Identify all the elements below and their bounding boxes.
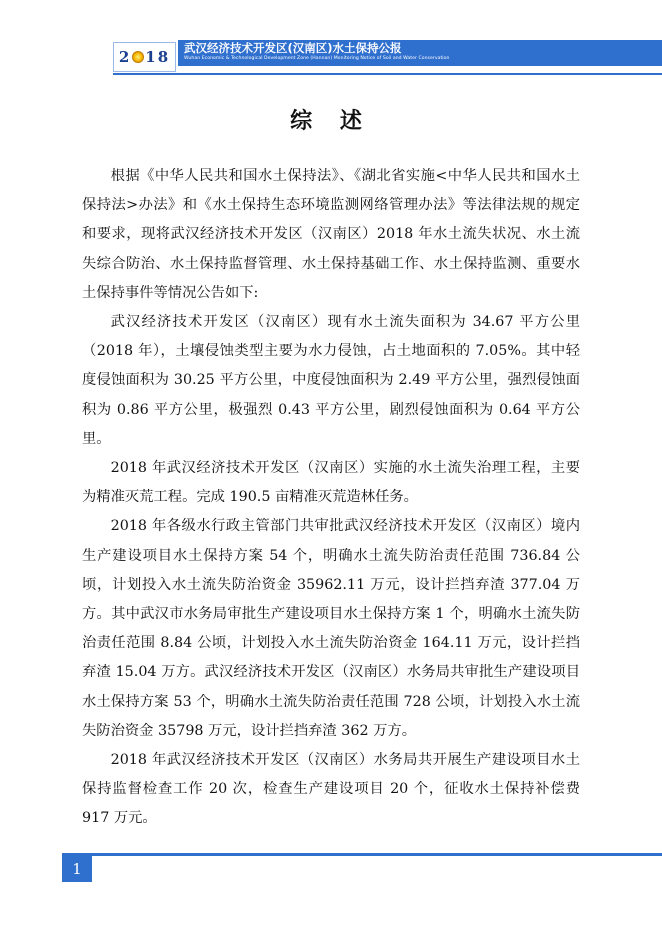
paragraph: 武汉经济技术开发区（汉南区）现有水土流失面积为 34.67 平方公里（2018 年），土壤侵蚀类型主要为水力侵蚀，占土地面积的 7.05%。其中轻度侵蚀面积为 30.25 平方公里，中度侵蚀面积为 2.49 平方公里，强烈侵蚀面积为 0.86 平方公里，极强烈 0.43 平方公里，剧烈侵蚀面积为 0.64 平方公里。 xyxy=(82,314,580,447)
sun-logo-icon xyxy=(132,51,144,63)
report-subtitle: Wuhan Economic & Technological Development Zone (Hannan) Monitoring Notice of Soil and Water Conservation xyxy=(184,56,450,61)
year-badge-left: 2 xyxy=(118,48,132,66)
page-header xyxy=(0,0,662,80)
footer-divider xyxy=(62,853,662,856)
paragraph: 2018 年武汉经济技术开发区（汉南区）实施的水土流失治理工程，主要为精准灭荒工程。完成 190.5 亩精准灭荒造林任务。 xyxy=(82,460,580,506)
header-divider xyxy=(113,73,662,75)
year-badge xyxy=(113,42,176,72)
report-title: 武汉经济技术开发区(汉南区)水土保持公报 xyxy=(184,41,402,55)
year-badge-right: 18 xyxy=(145,48,171,66)
paragraph: 2018 年各级水行政主管部门共审批武汉经济技术开发区（汉南区）境内生产建设项目水土保持方案 54 个，明确水土流失防治责任范围 736.84 公顷，计划投入水土流失防治资金 35962.11 万元，设计拦挡弃渣 377.04 万方。其中武汉市水务局审批生产建设项目水土保持方案 1 个，明确水土流失防治责任范围 8.84 公顷，计划投入水土流失防治资金 164.11 万元，设计拦挡弃渣 15.04 万方。武汉经济技术开发区（汉南区）水务局共审批生产建设项目水土保持方案 53 个，明确水土流失防治责任范围 728 公顷，计划投入水土流失防治资金 35798 万元，设计拦挡弃渣 362 万方。 xyxy=(82,518,580,739)
page-number: 1 xyxy=(62,856,92,882)
page-title: 综 述 xyxy=(290,109,372,134)
paragraph: 2018 年武汉经济技术开发区（汉南区）水务局共开展生产建设项目水土保持监督检查工作 20 次，检查生产建设项目 20 个，征收水土保持补偿费 917 万元。 xyxy=(82,752,580,827)
paragraph: 根据《中华人民共和国水土保持法》、《湖北省实施<中华人民共和国水土保持法>办法》和《水土保持生态环境监测网络管理办法》等法律法规的规定和要求，现将武汉经济技术开发区（汉南区）2018 年水土流失状况、水土流失综合防治、水土保持监督管理、水土保持基础工作、水土保持监测、重要水土保持事件等情况公告如下: xyxy=(82,168,580,301)
body-content xyxy=(82,162,580,834)
